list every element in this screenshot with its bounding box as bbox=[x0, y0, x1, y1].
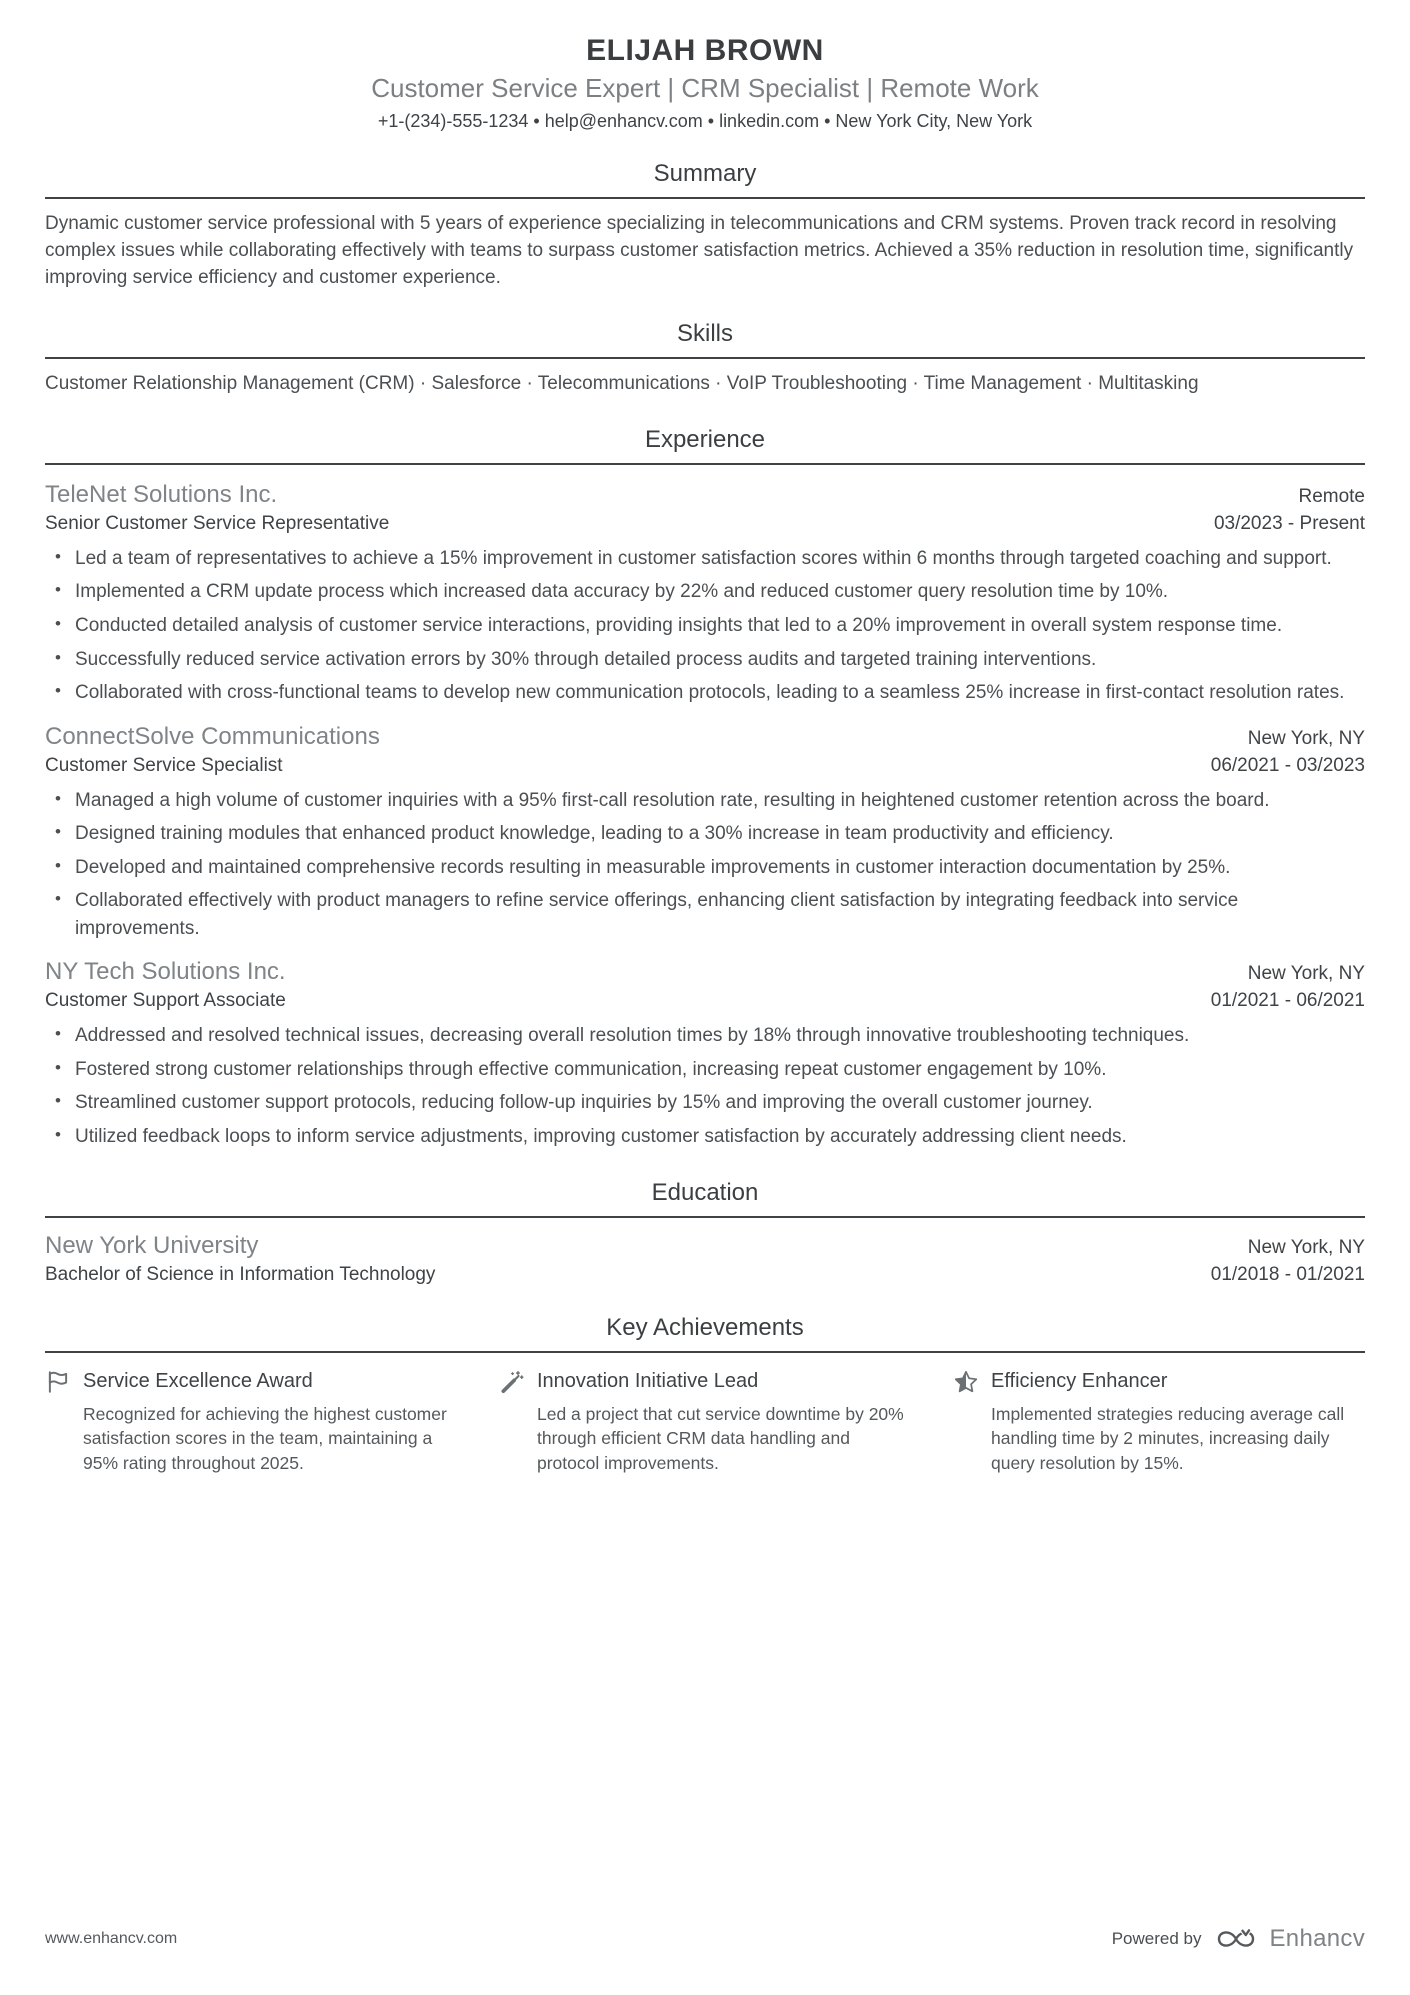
job-dates: 03/2023 - Present bbox=[1213, 512, 1365, 534]
job-bullet-list bbox=[45, 1022, 1365, 1150]
job-bullet: • Designed training modules that enhanced product knowledge, leading to a 30% increase in team productivity and efficiency. bbox=[53, 820, 1365, 848]
summary-heading: Summary bbox=[653, 160, 757, 187]
powered-by-label: Powered by bbox=[1111, 1929, 1202, 1948]
section-education bbox=[45, 1179, 1365, 1286]
job-dates: 01/2021 - 06/2021 bbox=[1210, 990, 1365, 1012]
job-bullet: • Collaborated with cross-functional teams to develop new communication protocols, leading to a seamless 25% increase in first-contact resolution rates. bbox=[53, 679, 1365, 707]
degree-name: Bachelor of Science in Information Technology bbox=[45, 1263, 436, 1285]
star-icon bbox=[953, 1369, 979, 1395]
achievement-title: Efficiency Enhancer bbox=[991, 1370, 1168, 1393]
job-bullet: • Addressed and resolved technical issues, decreasing overall resolution times by 18% through innovative troubleshooting techniques. bbox=[53, 1022, 1365, 1050]
achievement-card bbox=[499, 1369, 911, 1476]
job-bullet: • Fostered strong customer relationships through effective communication, increasing repeat customer engagement by 10%. bbox=[53, 1056, 1365, 1084]
candidate-name: ELIJAH BROWN bbox=[586, 34, 824, 67]
education-heading: Education bbox=[651, 1178, 759, 1206]
job-bullet-list bbox=[45, 787, 1365, 943]
candidate-headline: Customer Service Expert | CRM Specialist | Remote Work bbox=[371, 73, 1039, 103]
section-divider bbox=[45, 197, 1365, 199]
section-divider bbox=[45, 357, 1365, 359]
contact-line: +1-(234)-555-1234 • help@enhancv.com • linkedin.com • New York City, New York bbox=[377, 111, 1033, 131]
company-name: TeleNet Solutions Inc. bbox=[45, 480, 278, 508]
section-achievements bbox=[45, 1314, 1365, 1476]
job-title: Customer Service Specialist bbox=[45, 754, 283, 776]
job-location: New York, NY bbox=[1247, 963, 1365, 985]
section-experience bbox=[45, 426, 1365, 1151]
experience-entry bbox=[45, 958, 1365, 1150]
job-location: Remote bbox=[1298, 485, 1365, 507]
education-entry bbox=[45, 1232, 1365, 1286]
job-dates: 06/2021 - 03/2023 bbox=[1210, 754, 1365, 776]
achievement-title: Innovation Initiative Lead bbox=[537, 1370, 759, 1393]
job-bullet: • Collaborated effectively with product managers to refine service offerings, enhancing client satisfaction by integrating feedback into service improvements. bbox=[53, 887, 1365, 942]
school-location: New York, NY bbox=[1247, 1236, 1365, 1258]
enhancv-logo-icon bbox=[1214, 1925, 1258, 1953]
achievement-card bbox=[953, 1369, 1365, 1476]
job-bullet-list bbox=[45, 545, 1365, 707]
achievement-description: Recognized for achieving the highest customer satisfaction scores in the team, maintaining a 95% rating throughout 2025. bbox=[83, 1403, 447, 1473]
job-bullet: • Developed and maintained comprehensive records resulting in measurable improvements in customer interaction documentation by 25%. bbox=[53, 854, 1365, 882]
experience-entry bbox=[45, 723, 1365, 943]
achievement-card bbox=[45, 1369, 457, 1476]
job-title: Customer Support Associate bbox=[45, 990, 286, 1012]
achievement-description: Led a project that cut service downtime by 20% through efficient CRM data handling and protocol improvements. bbox=[537, 1403, 904, 1473]
company-name: NY Tech Solutions Inc. bbox=[45, 958, 286, 986]
job-bullet: • Streamlined customer support protocols, reducing follow-up inquiries by 15% and improving the overall customer journey. bbox=[53, 1089, 1365, 1117]
job-bullet: • Successfully reduced service activation errors by 30% through detailed process audits and targeted training interventions. bbox=[53, 646, 1365, 674]
job-location: New York, NY bbox=[1247, 727, 1365, 749]
resume-header bbox=[45, 34, 1365, 132]
experience-heading: Experience bbox=[644, 425, 766, 453]
job-bullet: • Led a team of representatives to achieve a 15% improvement in customer satisfaction scores within 6 months through targeted coaching and support. bbox=[53, 545, 1365, 573]
job-bullet: • Conducted detailed analysis of customer service interactions, providing insights that led to a 20% improvement in overall system response time. bbox=[53, 612, 1365, 640]
education-dates: 01/2018 - 01/2021 bbox=[1210, 1263, 1365, 1285]
job-bullet: • Utilized feedback loops to inform service adjustments, improving customer satisfaction by accurately addressing client needs. bbox=[53, 1123, 1365, 1151]
brand-name: Enhancv bbox=[1269, 1925, 1365, 1952]
section-divider bbox=[45, 1216, 1365, 1218]
experience-entry bbox=[45, 481, 1365, 707]
company-name: ConnectSolve Communications bbox=[45, 722, 380, 750]
achievements-grid bbox=[45, 1369, 1365, 1476]
job-bullet: • Implemented a CRM update process which increased data accuracy by 22% and reduced customer query resolution time by 10%. bbox=[53, 578, 1365, 606]
summary-text: Dynamic customer service professional with 5 years of experience specializing in telecommunications and CRM systems. Proven track record in resolving complex issues while collaborating effectively with teams to surpass customer satisfaction metrics. Achieved a 35% reduction in resolution time, significantly improving service efficiency and customer experience. bbox=[45, 213, 1354, 288]
section-divider bbox=[45, 463, 1365, 465]
section-skills bbox=[45, 320, 1365, 398]
achievements-heading: Key Achievements bbox=[606, 1313, 804, 1341]
flag-icon bbox=[45, 1369, 71, 1395]
skills-heading: Skills bbox=[676, 319, 733, 347]
section-divider bbox=[45, 1351, 1365, 1353]
powered-by-group bbox=[1112, 1925, 1365, 1953]
school-name: New York University bbox=[45, 1231, 259, 1259]
job-title: Senior Customer Service Representative bbox=[45, 512, 390, 534]
section-summary bbox=[45, 160, 1365, 292]
job-bullet: • Managed a high volume of customer inquiries with a 95% first-call resolution rate, resulting in heightened customer retention across the board. bbox=[53, 787, 1365, 815]
page-footer bbox=[45, 1925, 1365, 1953]
achievement-description: Implemented strategies reducing average call handling time by 2 minutes, increasing daily query resolution by 15%. bbox=[991, 1403, 1345, 1473]
skills-text: Customer Relationship Management (CRM) · Salesforce · Telecommunications · VoIP Troubleshooting · Time Management · Multitasking bbox=[45, 372, 1199, 394]
footer-site-link: www.enhancv.com bbox=[45, 1930, 178, 1947]
achievement-title: Service Excellence Award bbox=[83, 1370, 313, 1393]
magic-wand-icon bbox=[499, 1369, 525, 1395]
